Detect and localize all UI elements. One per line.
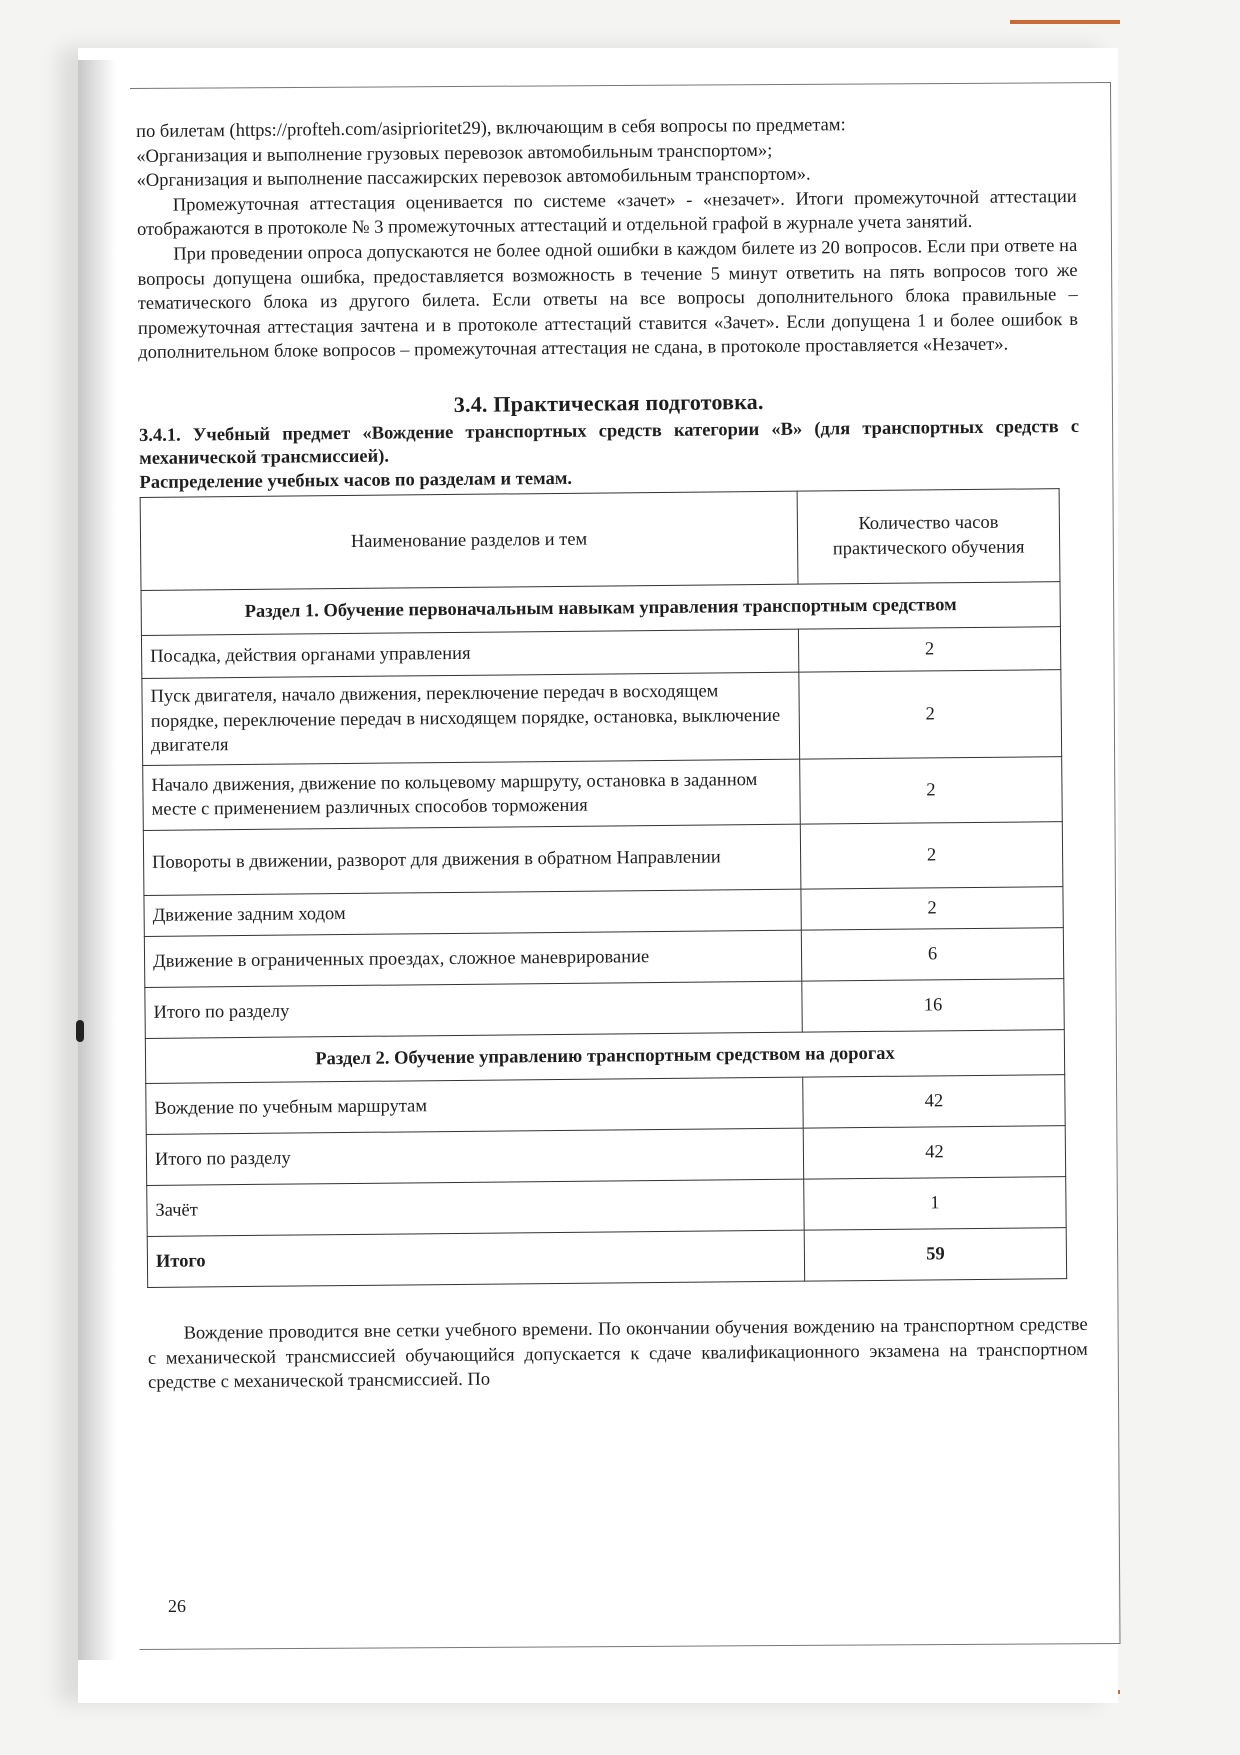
hours-table	[140, 488, 1068, 1288]
attestation-paragraph: Промежуточная аттестация оценивается по системе «зачет» - «незачет». Итоги промежуточной аттестации отображаются в протоколе № 3 промежуточных аттестаций и отдельной графой в журнале учета занятий.	[136, 186, 1077, 241]
topic-name: Движение задним ходом	[144, 889, 801, 936]
header-hours: Количество часов практического обучения	[797, 489, 1060, 585]
header-topic-name: Наименование разделов и тем	[140, 491, 798, 590]
section-title: 3.4. Практическая подготовка.	[453, 388, 764, 417]
topic-hours: 2	[800, 757, 1063, 825]
credit-value: 1	[804, 1177, 1066, 1231]
table-row	[146, 1075, 1065, 1135]
subtotal-value: 16	[802, 979, 1064, 1033]
intro-line: по билетам (https://profteh.com/asiprioritet29), включающим в себя вопросы по предметам:	[136, 115, 846, 142]
binder-hole	[76, 1020, 84, 1042]
survey-rules-paragraph: При проведении опроса допускаются не более одной ошибки в каждом билете из 20 вопросов. Если при ответе на вопросы допущена ошибка, предоставляется возможность в течение 5 минут ответить на пять вопросов того же тематического блока из другого билета. Если ответы на все вопросы дополнительного блока правильные – промежуточная аттестация зачтена и в протоколе аттестаций ставится «Зачет». Если допущена 1 и более ошибок в дополнительном блоке вопросов – промежуточная аттестация не сдана, в протоколе проставляется «Незачет».	[137, 235, 1079, 364]
topic-name: Повороты в движении, разворот для движения в обратном Направлении	[143, 824, 801, 895]
page-number: 26	[167, 1595, 187, 1617]
subtotal-label: Итого по разделу	[146, 1128, 803, 1185]
topic-name: Движение в ограниченных проездах, сложное маневрирование	[144, 930, 801, 987]
topic-hours: 2	[799, 670, 1062, 760]
document-page	[78, 48, 1118, 1703]
page-edge-shadow	[78, 60, 116, 1660]
total-label: Итого	[147, 1230, 804, 1287]
subtotal-value: 42	[803, 1126, 1065, 1180]
distribution-title: Распределение учебных часов по разделам и темам.	[139, 468, 573, 493]
credit-row	[147, 1177, 1066, 1237]
intro-line: «Организация и выполнение пассажирских перевозок автомобильным транспортом».	[136, 164, 811, 192]
subtotal-row	[145, 979, 1064, 1039]
table-row	[143, 822, 1063, 896]
topic-hours: 2	[798, 627, 1060, 673]
table-row	[144, 928, 1063, 988]
topic-name: Начало движения, движение по кольцевому маршруту, остановка в заданном месте с применением различных способов торможения	[143, 759, 801, 830]
topic-hours: 42	[803, 1075, 1065, 1129]
credit-label: Зачёт	[147, 1179, 804, 1236]
total-row	[147, 1228, 1066, 1288]
table-row	[142, 670, 1062, 766]
topic-hours: 2	[801, 887, 1063, 931]
subject-title: 3.4.1. Учебный предмет «Вождение транспортных средств категории «В» (для транспортных средств с механической трансмиссией).	[138, 416, 1080, 469]
page-content	[136, 111, 1088, 1396]
subtotal-row	[146, 1126, 1065, 1186]
topic-name: Вождение по учебным маршрутам	[146, 1077, 803, 1134]
subtotal-label: Итого по разделу	[145, 981, 802, 1038]
intro-paragraph	[136, 111, 1077, 194]
section2-title: Раздел 2. Обучение управлению транспортным средством на дорогах	[145, 1030, 1064, 1084]
top-edge-strip	[1010, 20, 1120, 24]
intro-line: «Организация и выполнение грузовых перевозок автомобильным транспортом»;	[136, 140, 773, 167]
total-value: 59	[804, 1228, 1066, 1282]
topic-name: Пуск двигателя, начало движения, переключение передач в восходящем порядке, переключение передач в нисходящем порядке, остановка, выключение двигателя	[142, 672, 800, 765]
table-header-row	[140, 489, 1060, 591]
closing-paragraph: Вождение проводится вне сетки учебного времени. По окончании обучения вождению на транспортном средстве с механической трансмиссией обучающийся допускается к сдаче квалификационного экзамена на транспортном средстве с механической трансмиссией. По	[147, 1315, 1088, 1394]
section1-title: Раздел 1. Обучение первоначальным навыкам управления транспортным средством	[141, 582, 1060, 636]
topic-name: Посадка, действия органами управления	[141, 629, 798, 678]
topic-hours: 6	[801, 928, 1063, 982]
table-row	[143, 757, 1063, 831]
topic-hours: 2	[800, 822, 1063, 890]
